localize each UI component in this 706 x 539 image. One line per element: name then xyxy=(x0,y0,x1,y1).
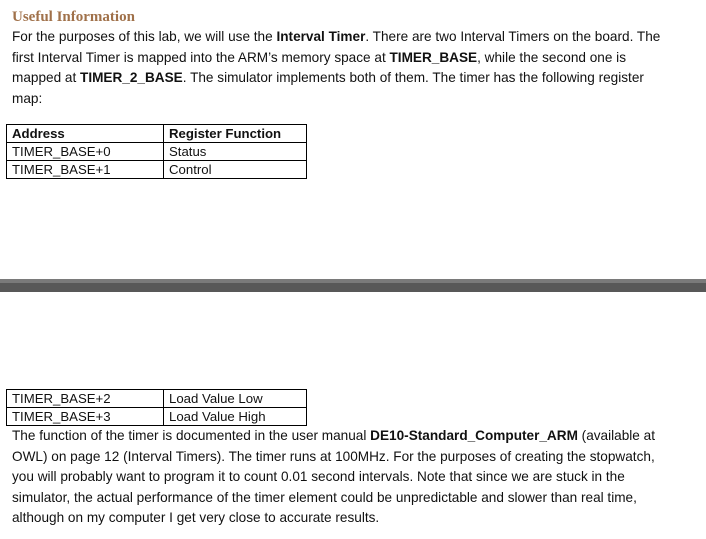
table-row xyxy=(7,408,307,426)
cell-function: Load Value Low xyxy=(164,390,307,408)
text-run-bold: TIMER_BASE xyxy=(389,49,478,65)
cell-function: Load Value High xyxy=(164,408,307,426)
table-header-row xyxy=(7,125,307,143)
text-run: , while the second one is mapped at xyxy=(12,49,626,85)
text-run: The function of the timer is documented in the user manual xyxy=(12,428,371,443)
text-run: (available at OWL) on page 12 (Interval Timers). The timer runs at 100MHz. For the purposes of creating the stopwatch, you will probably want to program it to count 0.01 second intervals. Note that since we are stuck in the simulator, the actual performance of the timer element could be unpredictable and slower than real time, although on my computer I get very close to accurate results. xyxy=(12,428,655,525)
cell-address: TIMER_BASE+1 xyxy=(7,161,164,179)
cell-function: Control xyxy=(164,161,307,179)
intro-paragraph xyxy=(12,27,672,109)
cell-address: TIMER_BASE+0 xyxy=(7,143,164,161)
table-row xyxy=(7,390,307,408)
cell-function: Status xyxy=(164,143,307,161)
timer-description-paragraph xyxy=(12,426,672,529)
text-run: . The simulator implements both of them. The timer has the following register map: xyxy=(12,70,644,106)
text-run-bold: Interval Timer xyxy=(276,29,366,44)
text-run-bold: DE10-Standard_Computer_ARM xyxy=(370,428,578,443)
cell-address: TIMER_BASE+2 xyxy=(7,390,164,408)
register-map-table xyxy=(6,124,307,179)
cell-address: TIMER_BASE+3 xyxy=(7,408,164,426)
table-row xyxy=(7,161,307,179)
page-break-divider xyxy=(0,279,706,292)
register-map-table-continued xyxy=(6,389,307,426)
header-function: Register Function xyxy=(164,125,307,143)
text-run: . There are two Interval Timers on the board. The first Interval Timer is mapped into the ARM’s memory space at xyxy=(12,29,661,65)
header-address: Address xyxy=(7,125,164,143)
text-run: For the purposes of this lab, we will use the xyxy=(12,29,277,44)
section-heading: Useful Information xyxy=(12,9,135,25)
table-row xyxy=(7,143,307,161)
text-run-bold: TIMER_2_BASE xyxy=(80,70,183,85)
